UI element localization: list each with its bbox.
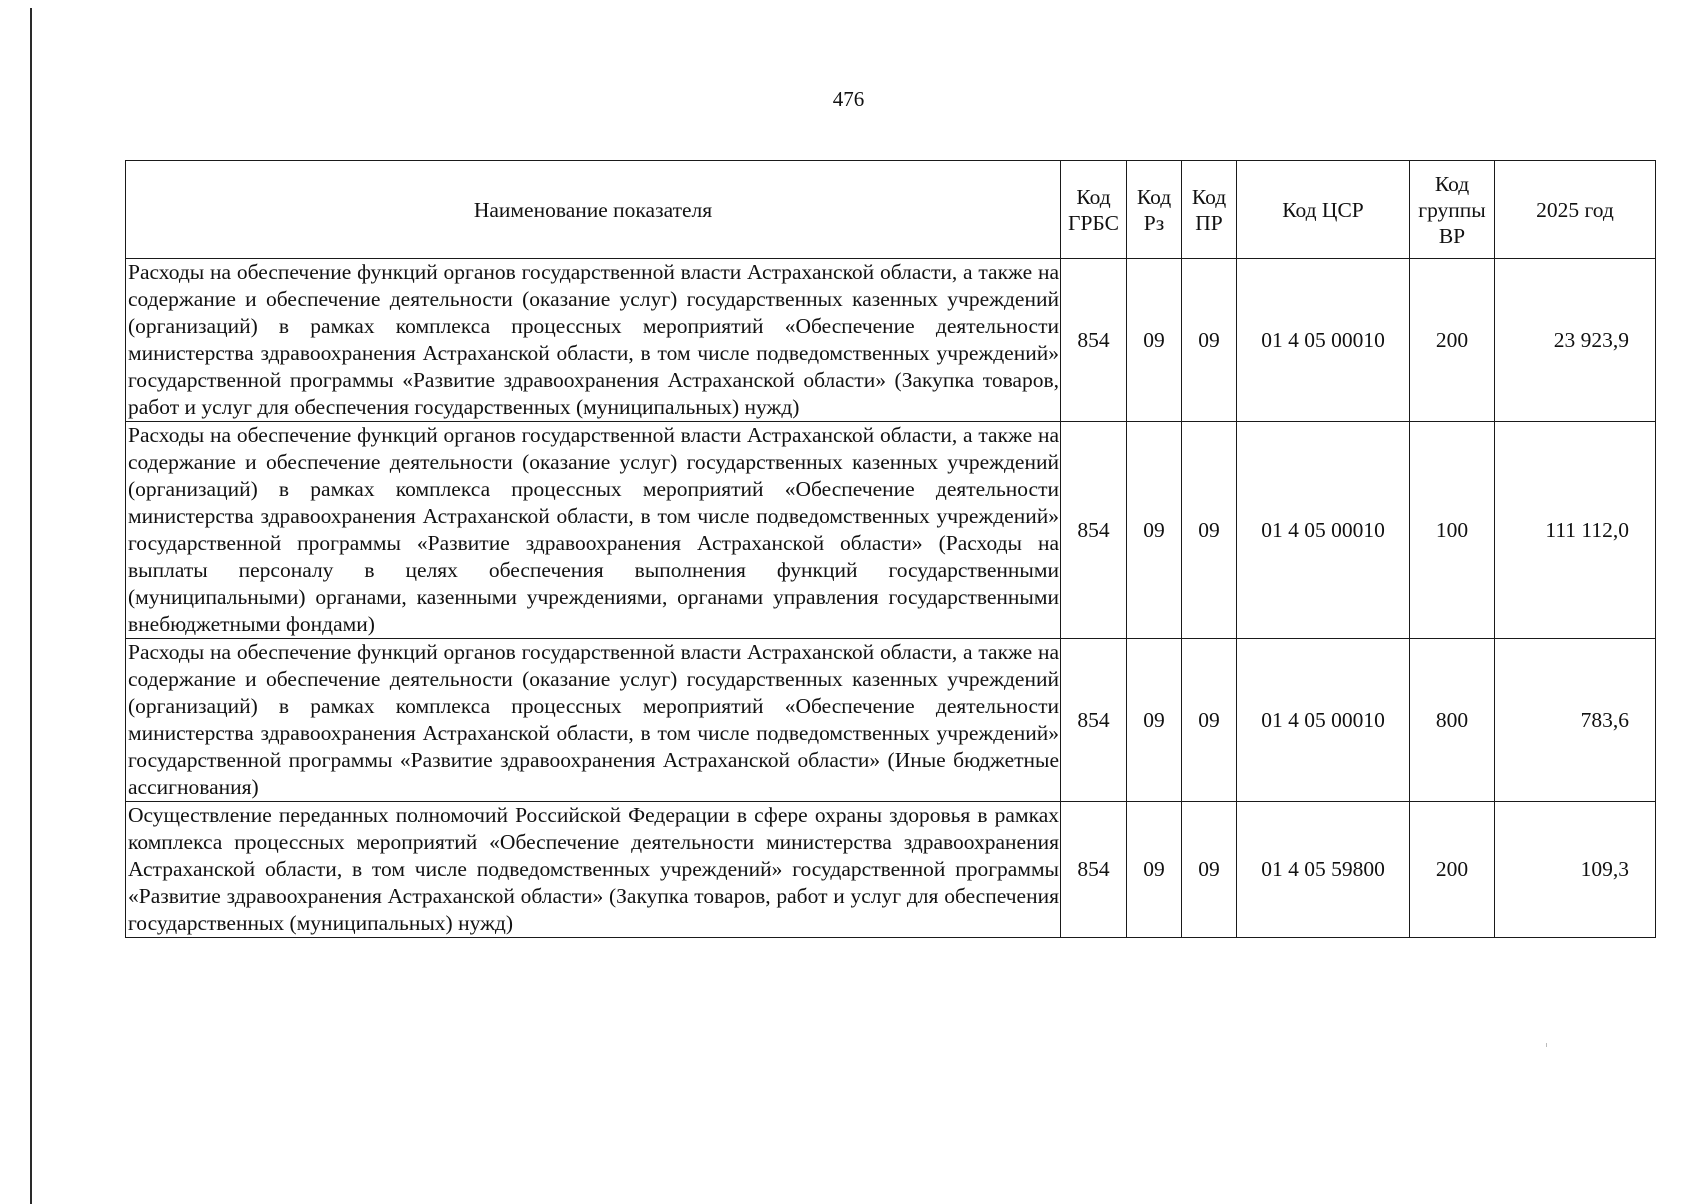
header-rz: Код Рз [1127, 161, 1182, 259]
row-vr: 100 [1410, 422, 1495, 639]
table-row [126, 802, 1656, 938]
header-year: 2025 год [1495, 161, 1656, 259]
binding-margin-line [30, 8, 32, 1204]
table-row [126, 639, 1656, 802]
table-header-row [126, 161, 1656, 259]
scan-speck [1546, 1043, 1547, 1047]
row-grbs: 854 [1061, 639, 1127, 802]
row-name: Расходы на обеспечение функций органов государственной власти Астраханской области, а также на содержание и обеспечение деятельности (оказание услуг) государственных казенных учреждений (организаций) в рамках комплекса процессных мероприятий «Обеспечение деятельности министерства здравоохранения Астраханской области, в том числе подведомственных учреждений» государственной программы «Развитие здравоохранения Астраханской области» (Расходы на выплаты персоналу в целях обеспечения выполнения функций государственными (муниципальными) органами, казенными учреждениями, органами управления государственными внебюджетными фондами) [126, 422, 1061, 639]
row-name: Осуществление переданных полномочий Российской Федерации в сфере охраны здоровья в рамках комплекса процессных мероприятий «Обеспечение деятельности министерства здравоохранения Астраханской области, в том числе подведомственных учреждений» государственной программы «Развитие здравоохранения Астраханской области» (Закупка товаров, работ и услуг для обеспечения государственных (муниципальных) нужд) [126, 802, 1061, 938]
header-grbs: Код ГРБС [1061, 161, 1127, 259]
header-pr: Код ПР [1182, 161, 1237, 259]
row-grbs: 854 [1061, 802, 1127, 938]
row-pr: 09 [1182, 259, 1237, 422]
row-amount: 23 923,9 [1495, 259, 1656, 422]
row-rz: 09 [1127, 259, 1182, 422]
table-row [126, 259, 1656, 422]
row-rz: 09 [1127, 639, 1182, 802]
row-name: Расходы на обеспечение функций органов государственной власти Астраханской области, а также на содержание и обеспечение деятельности (оказание услуг) государственных казенных учреждений (организаций) в рамках комплекса процессных мероприятий «Обеспечение деятельности министерства здравоохранения Астраханской области, в том числе подведомственных учреждений» государственной программы «Развитие здравоохранения Астраханской области» (Иные бюджетные ассигнования) [126, 639, 1061, 802]
row-csr: 01 4 05 59800 [1237, 802, 1410, 938]
row-vr: 200 [1410, 259, 1495, 422]
row-name: Расходы на обеспечение функций органов государственной власти Астраханской области, а также на содержание и обеспечение деятельности (оказание услуг) государственных казенных учреждений (организаций) в рамках комплекса процессных мероприятий «Обеспечение деятельности министерства здравоохранения Астраханской области, в том числе подведомственных учреждений» государственной программы «Развитие здравоохранения Астраханской области» (Закупка товаров, работ и услуг для обеспечения государственных (муниципальных) нужд) [126, 259, 1061, 422]
row-rz: 09 [1127, 802, 1182, 938]
row-amount: 111 112,0 [1495, 422, 1656, 639]
table-row [126, 422, 1656, 639]
header-csr: Код ЦСР [1237, 161, 1410, 259]
page-number: 476 [832, 87, 865, 111]
row-csr: 01 4 05 00010 [1237, 259, 1410, 422]
row-pr: 09 [1182, 422, 1237, 639]
row-grbs: 854 [1061, 422, 1127, 639]
row-amount: 109,3 [1495, 802, 1656, 938]
row-grbs: 854 [1061, 259, 1127, 422]
row-pr: 09 [1182, 802, 1237, 938]
row-rz: 09 [1127, 422, 1182, 639]
row-vr: 800 [1410, 639, 1495, 802]
row-pr: 09 [1182, 639, 1237, 802]
row-csr: 01 4 05 00010 [1237, 422, 1410, 639]
header-name: Наименование показателя [126, 161, 1061, 259]
row-vr: 200 [1410, 802, 1495, 938]
row-csr: 01 4 05 00010 [1237, 639, 1410, 802]
row-amount: 783,6 [1495, 639, 1656, 802]
budget-table [125, 160, 1656, 938]
header-vr: Код группы ВР [1410, 161, 1495, 259]
